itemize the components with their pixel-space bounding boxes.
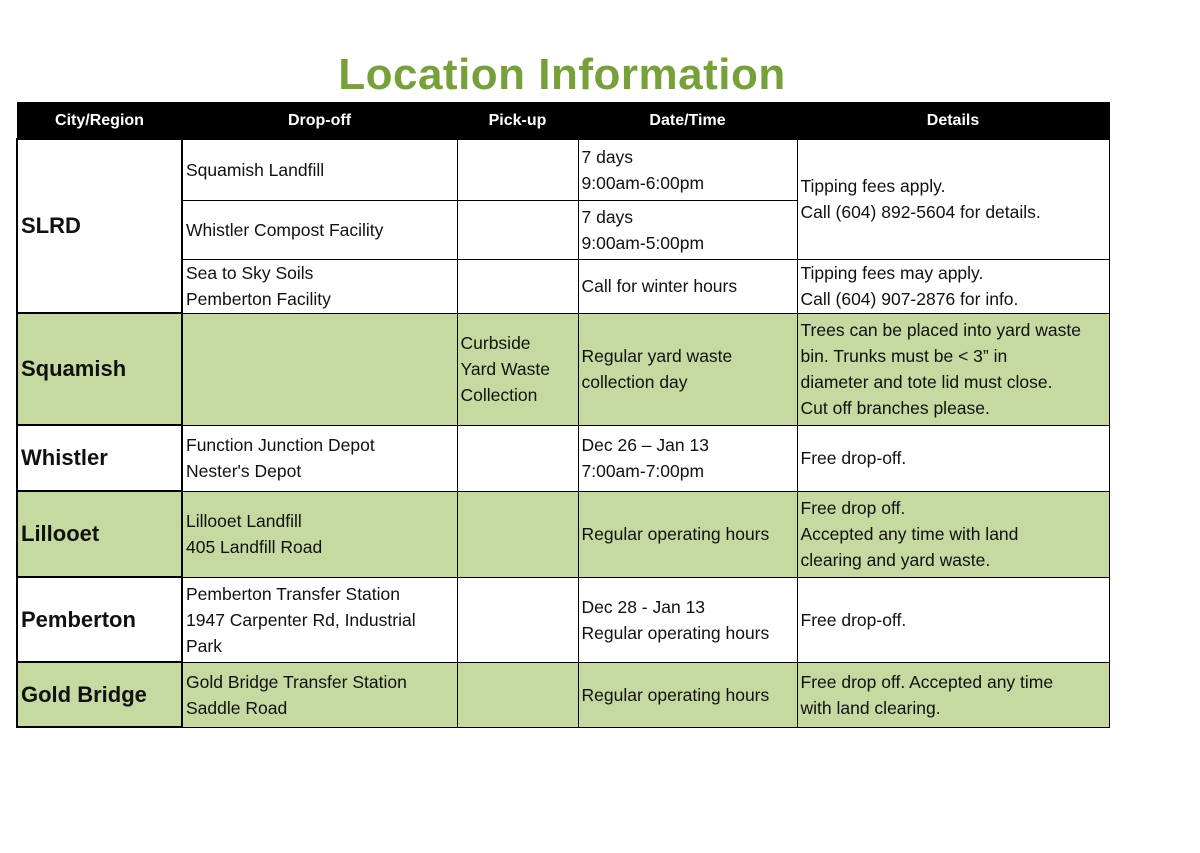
datetime-cell (578, 313, 797, 425)
dropoff-cell (182, 577, 457, 662)
location-table (16, 102, 1110, 728)
dropoff-line: Pemberton Facility (186, 289, 331, 309)
details-cell (797, 662, 1109, 727)
datetime-cell (578, 425, 797, 491)
header-drop-off: Drop-off (182, 103, 457, 140)
dropoff-line: Gold Bridge Transfer Station (186, 671, 407, 692)
pickup-cell (457, 259, 578, 313)
details-line: diameter and tote lid must close. (800, 372, 1053, 392)
datetime-line: 9:00am-6:00pm (581, 172, 705, 193)
details-line: Free drop-off. (800, 448, 907, 468)
header-pick-up: Pick-up (457, 103, 578, 140)
page-title: Location Information (338, 50, 786, 99)
dropoff-cell (182, 491, 457, 577)
header-city-region: City/Region (17, 103, 182, 140)
table-row (17, 577, 1109, 662)
details-line: Free drop off. (800, 498, 906, 518)
pickup-line: Yard Waste (460, 359, 550, 379)
datetime-line: Regular operating hours (581, 622, 770, 643)
details-line: Trees can be placed into yard waste (800, 320, 1081, 340)
datetime-line: 7 days (581, 206, 634, 227)
details-cell (797, 577, 1109, 662)
details-cell (797, 313, 1109, 425)
dropoff-cell (182, 259, 457, 313)
dropoff-line: Sea to Sky Soils (186, 263, 314, 283)
dropoff-cell (182, 139, 457, 200)
dropoff-line: 1947 Carpenter Rd, Industrial (186, 609, 416, 630)
table-row (17, 313, 1109, 425)
datetime-line: Regular operating hours (581, 684, 770, 705)
dropoff-cell (182, 662, 457, 727)
datetime-line: Call for winter hours (581, 276, 738, 296)
dropoff-cell (182, 313, 457, 425)
datetime-cell (578, 662, 797, 727)
region-cell: Gold Bridge (17, 662, 182, 727)
pickup-cell (457, 200, 578, 259)
table-row (17, 491, 1109, 577)
dropoff-line: 405 Landfill Road (186, 537, 323, 557)
details-line: Free drop-off. (800, 609, 907, 630)
table-row (17, 425, 1109, 491)
pickup-cell (457, 577, 578, 662)
datetime-cell (578, 139, 797, 200)
dropoff-line: Function Junction Depot (186, 435, 375, 455)
details-line: Cut off branches please. (800, 398, 990, 418)
region-cell: Pemberton (17, 577, 182, 662)
dropoff-line: Nester's Depot (186, 461, 302, 481)
header-date-time: Date/Time (578, 103, 797, 140)
details-line: Call (604) 907-2876 for info. (800, 289, 1019, 309)
table-row (17, 139, 1109, 200)
details-line: with land clearing. (800, 697, 941, 718)
details-line: Accepted any time with land (800, 524, 1019, 544)
pickup-cell (457, 313, 578, 425)
dropoff-line: Squamish Landfill (186, 159, 325, 180)
pickup-cell (457, 425, 578, 491)
datetime-line: collection day (581, 372, 688, 392)
table-row (17, 662, 1109, 727)
datetime-line: 7 days (581, 146, 634, 167)
dropoff-line: Pemberton Transfer Station (186, 583, 400, 604)
details-line: Free drop off. Accepted any time (800, 671, 1054, 692)
dropoff-line: Lillooet Landfill (186, 511, 302, 531)
pickup-cell (457, 139, 578, 200)
details-line: clearing and yard waste. (800, 550, 991, 570)
datetime-cell (578, 577, 797, 662)
header-row (17, 103, 1109, 140)
datetime-line: 9:00am-5:00pm (581, 232, 705, 253)
details-line: Tipping fees apply. (800, 176, 946, 196)
details-cell (797, 259, 1109, 313)
datetime-line: 7:00am-7:00pm (581, 461, 705, 481)
datetime-cell (578, 200, 797, 259)
datetime-cell (578, 491, 797, 577)
details-cell (797, 425, 1109, 491)
pickup-line: Curbside (460, 333, 531, 353)
header-details: Details (797, 103, 1109, 140)
datetime-line: Regular operating hours (581, 524, 770, 544)
pickup-line: Collection (460, 385, 538, 405)
dropoff-line: Park (186, 635, 222, 656)
datetime-line: Regular yard waste (581, 346, 733, 366)
datetime-line: Dec 28 - Jan 13 (581, 596, 706, 617)
pickup-cell (457, 491, 578, 577)
region-cell: Squamish (17, 313, 182, 425)
details-line: bin. Trunks must be < 3” in (800, 346, 1008, 366)
datetime-line: Dec 26 – Jan 13 (581, 435, 709, 455)
region-cell: Whistler (17, 425, 182, 491)
dropoff-line: Saddle Road (186, 697, 288, 718)
region-cell: SLRD (17, 139, 182, 313)
dropoff-cell (182, 200, 457, 259)
details-line: Tipping fees may apply. (800, 263, 984, 283)
dropoff-line: Whistler Compost Facility (186, 219, 384, 240)
dropoff-cell (182, 425, 457, 491)
details-cell (797, 491, 1109, 577)
details-line: Call (604) 892-5604 for details. (800, 202, 1041, 222)
datetime-cell (578, 259, 797, 313)
details-cell (797, 139, 1109, 259)
pickup-cell (457, 662, 578, 727)
region-cell: Lillooet (17, 491, 182, 577)
